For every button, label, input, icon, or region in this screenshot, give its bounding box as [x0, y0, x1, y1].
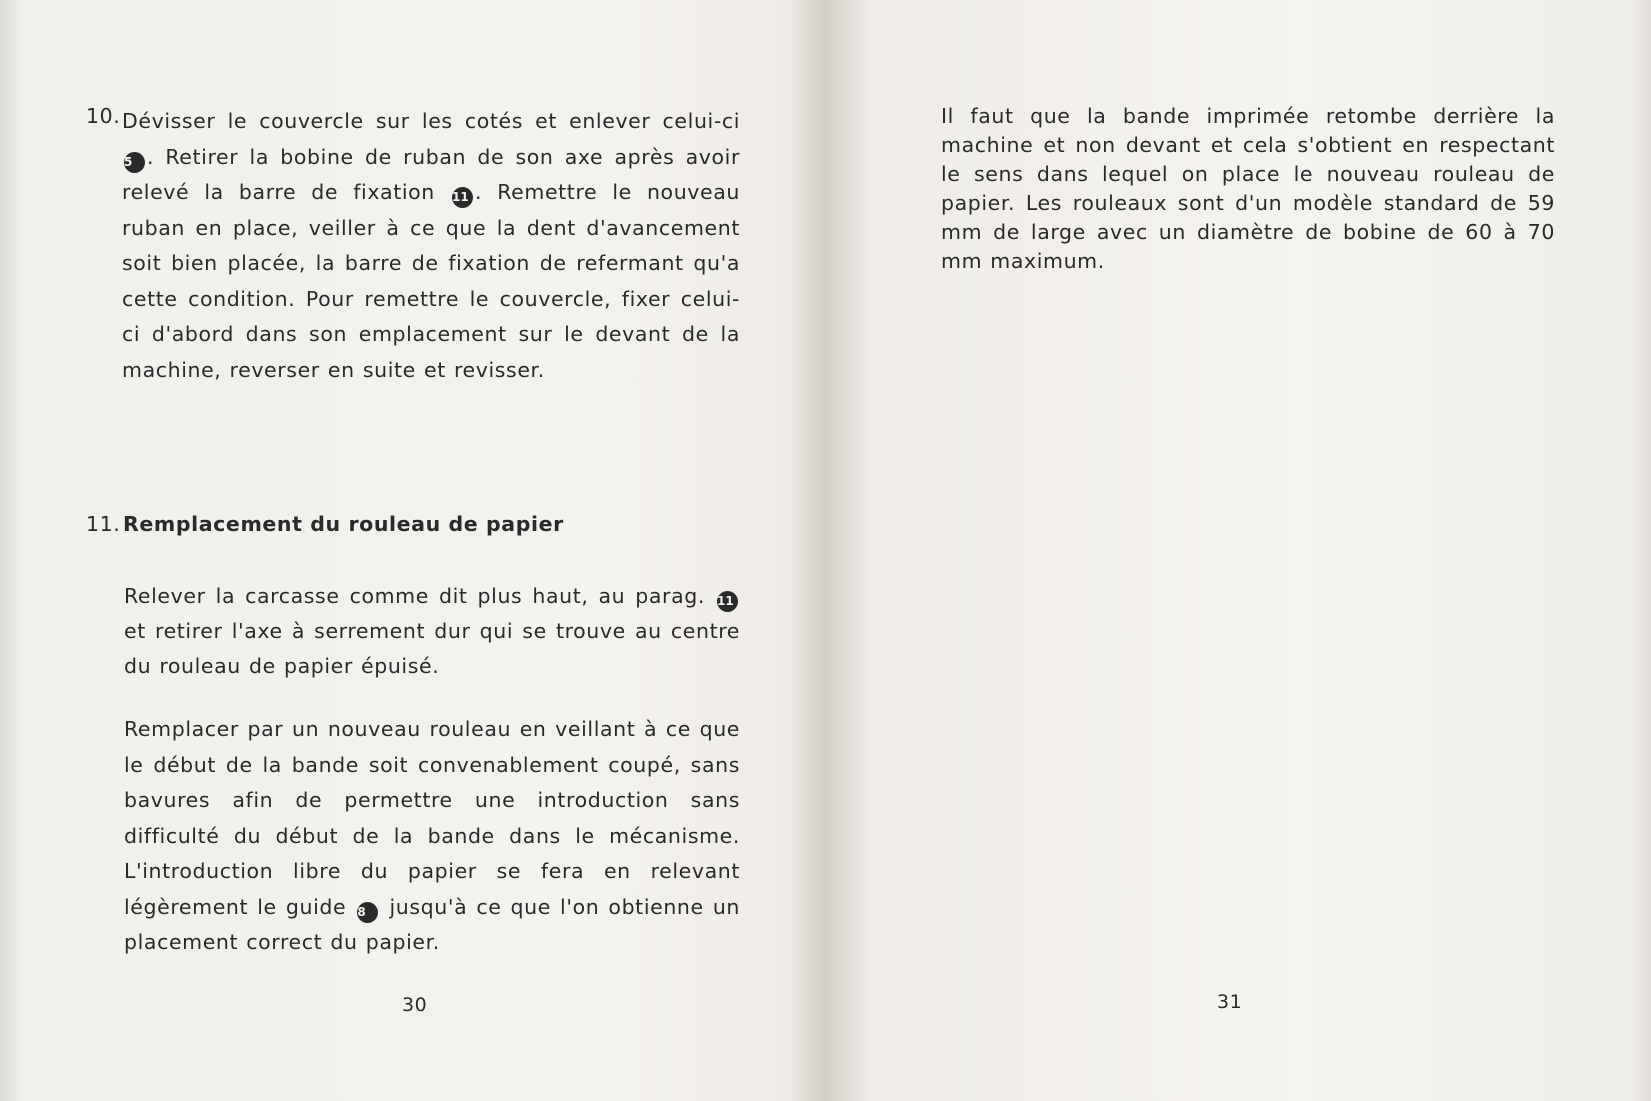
paragraph-remplacer-part1: Remplacer par un nouveau rouleau en veillant à ce que le début de la bande soit convenablement coupé, sans bavures afin de permettre une introduction sans difficulté du début de la bande dans le mécanisme. L'introduction libre du papier se fera en relevant légèrement le guide — [124, 717, 740, 919]
reference-number-badge: 5 — [124, 152, 145, 173]
item-10-text-part2: . Retirer la bobine de ruban de son axe après avoir relevé la barre de fixation — [122, 144, 740, 204]
right-page — [826, 0, 1651, 1101]
reference-number-badge: 11 — [717, 591, 738, 612]
paragraph-remplacer — [124, 712, 740, 961]
page-number-left: 30 — [402, 994, 428, 1016]
item-10-text-part1: Dévisser le couvercle sur les cotés et enlever celui-ci — [122, 109, 740, 133]
section-heading: Remplacement du rouleau de papier — [123, 512, 564, 536]
item-10-text — [122, 104, 740, 388]
reference-number-badge: 8 — [357, 902, 378, 923]
item-10-number: 10. — [86, 104, 121, 128]
item-10-text-part3: . Remettre le nouveau ruban en place, veiller à ce que la dent d'avancement soit bien placée, la barre de fixation de refermant qu'a cette condition. Pour remettre le couvercle, fixer celui-ci d'abord dans son emplacement sur le devant de la machine, reverser en suite et revisser. — [122, 180, 740, 382]
paragraph-remplacer-part2: jusqu'à ce que l'on obtienne un placement correct du papier. — [124, 894, 741, 954]
page-number-right: 31 — [1217, 991, 1243, 1013]
paragraph-relever-part1: Relever la carcasse comme dit plus haut, au parag. — [124, 584, 705, 608]
paragraph-bande-imprimee: Il faut que la bande imprimée retombe derrière la machine et non devant et cela s'obtient en respectant le sens dans lequel on place le nouveau rouleau de papier. Les rouleaux sont d'un modèle standard de 59 mm de large avec un diamètre de bobine de 60 à 70 mm maximum. — [941, 104, 1555, 273]
paragraph-relever — [124, 579, 740, 684]
paragraph-relever-part2: et retirer l'axe à serrement dur qui se trouve au centre du rouleau de papier épuisé. — [124, 619, 740, 678]
reference-number-badge: 11 — [452, 187, 473, 208]
item-11-number: 11. — [86, 512, 121, 536]
